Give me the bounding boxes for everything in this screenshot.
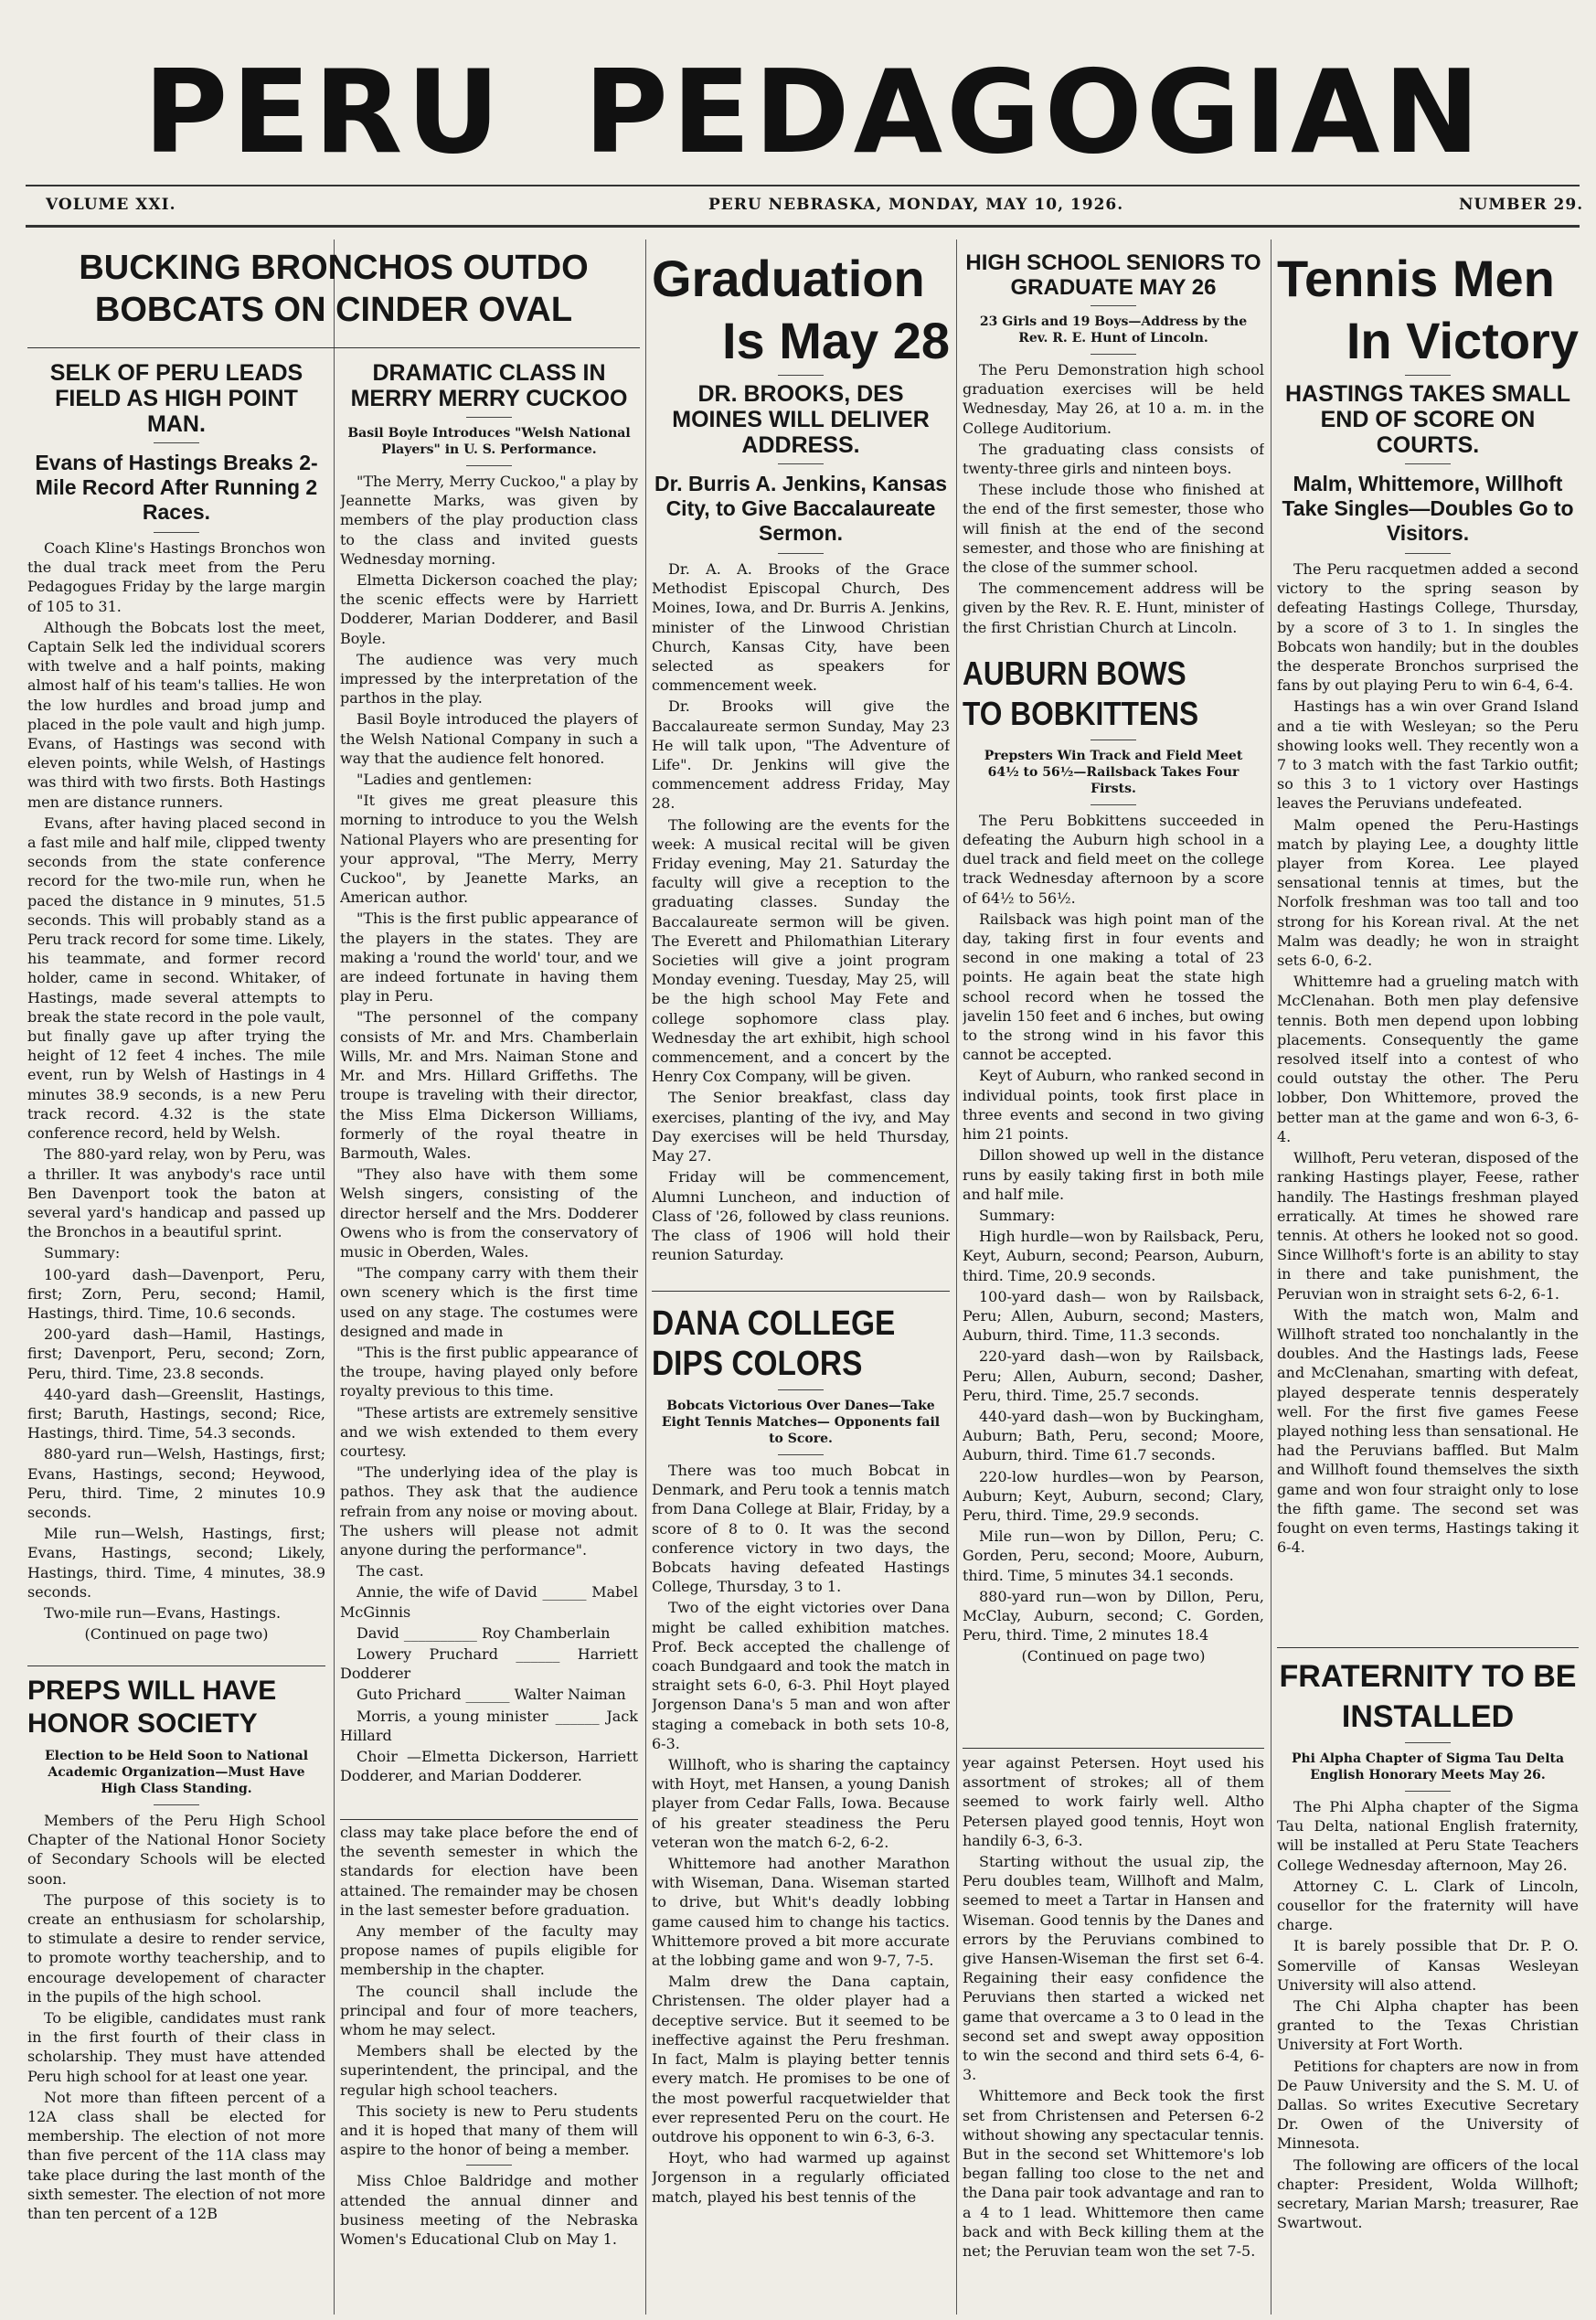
tennis-deck-2: Malm, Whittemore, Willhoft Take Singles—Doubles Go to Visitors. (1282, 472, 1574, 545)
dash-divider (1405, 1742, 1451, 1743)
auburn-paragraph: Keyt of Auburn, who ranked second in individual points, took first place in three events and second in two giving him 21 points. (963, 1067, 1264, 1144)
section-rule (27, 347, 640, 348)
dramatic-paragraph: "The personnel of the company consists of Mr. and Mrs. Chamberlain Wills, Mr. and Mrs. Naiman Stone and Mr. and Mrs. Hillard Griffeths. The troupe is traveling with their director, the Miss Elma Dickerson Williams, formerly of the royal theatre in Barmouth, Wales. (340, 1008, 638, 1162)
dana-cont-paragraph: Starting without the usual zip, the Peru doubles team, Willhoft and Malm, seemed to meet a Tartar in Hansen and Wiseman. Good tennis by the Danes and errors by the Peruvians combined to give Hansen-Wiseman the first set 6-4. Regaining their easy confidence the Peruvians then started a wicked net game that overcame a 3 to 0 lead in the second set and swept away opposition to win the second and third sets 6-4, 6-3. (963, 1853, 1264, 2084)
dramatic-paragraph: "This is the first public appearance of the troupe, having played only before royalty previous to this time. (340, 1343, 638, 1400)
seniors-paragraph: These include those who finished at the end of the first semester, those who will finish at the end of the second semester, and those who are finishing at the close of the summer school. (963, 481, 1264, 577)
graduation-deck-2: Dr. Burris A. Jenkins, Kansas City, to Give Baccalaureate Sermon. (654, 472, 947, 545)
column-5-fraternity (1277, 1653, 1579, 2302)
dramatic-paragraph: "These artists are extremely sensitive and we wish extended to them every courtesy. (340, 1403, 638, 1460)
auburn-paragraph: Mile run—won by Dillon, Peru; C. Gorden, Peru, second; Moore, Auburn, third. Time, 5 minutes 34.1 seconds. (963, 1527, 1264, 1584)
auburn-paragraph: Railsback was high point man of the day, taking first in four events and second in one making a total of 23 points. He again beat the state high school record when he tossed the javelin 150 feet and 6 inches, but owing to the strong wind in his favor this cannot be accepted. (963, 910, 1264, 1064)
column-1 (27, 355, 325, 1698)
auburn-paragraph: 880-yard run—won by Dillon, Peru, McClay, Auburn, second; C. Gorden, Peru, third. Time, 2 minutes 18.4 (963, 1587, 1264, 1644)
auburn-paragraph: Dillon showed up well in the distance runs by easily taking first in both mile and half mile. (963, 1146, 1264, 1203)
graduation-paragraph: The following are the events for the week: A musical recital will be given Friday evening, May 21. Saturday the faculty will give a reception to the graduating classes. Sunday the Baccalaureate sermon will be given. The Everett and Philomathian Literary Societies will give a joint program Monday evening. Tuesday, May 25, will be the high school May Fete and college sophomore class play. Wednesday the art exhibit, high school commencement, and a concert by the Henry Cox Company, will be given. (652, 815, 950, 1086)
bronchos-deck-1: SELK OF PERU LEADS FIELD AS HIGH POINT MAN. (49, 360, 303, 437)
bronchos-paragraph: Two-mile run—Evans, Hastings. (44, 1603, 282, 1622)
dramatic-cast: Choir —Elmetta Dickerson, Harriett Dodderer, and Marian Dodderer. (340, 1748, 638, 1785)
dramatic-paragraph: Basil Boyle introduced the players of the Welsh National Company in such a way that the audience felt honored. (340, 710, 638, 767)
column-4-dana-cont (963, 1753, 1264, 2302)
auburn-paragraph: High hurdle—won by Railsback, Peru, Keyt, Auburn, second; Pearson, Auburn, third. Time, 20.9 seconds. (963, 1228, 1264, 1284)
dash-divider (1091, 804, 1136, 805)
dash-divider (466, 2165, 512, 2166)
place-date: PERU NEBRASKA, MONDAY, MAY 10, 1926. (708, 196, 1124, 214)
bronchos-headline-block (27, 247, 640, 357)
column-3-dana (652, 1296, 950, 2302)
fraternity-paragraph: The Phi Alpha chapter of the Sigma Tau Delta, national English fraternity, will be installed at Peru State Teachers College Wednesday afternoon, May 26. (1277, 1798, 1579, 1874)
bronchos-paragraph: 440-yard dash—Greenslit, Hastings, first; Baruth, Hastings, second; Rice, Hastings, third. Time, 54.3 seconds. (27, 1385, 325, 1442)
dash-divider (154, 1804, 199, 1805)
bronchos-paragraph: Mile run—Welsh, Hastings, first; Evans, Hastings, second; Likely, Hastings, third. Time, 4 minutes, 38.9 seconds. (27, 1525, 325, 1601)
graduation-paragraph: Dr. Brooks will give the Baccalaureate sermon Sunday, May 23 He will talk upon, "The Adventure of Life". Dr. Jenkins will give the commencement address Friday, May 28. (652, 697, 950, 813)
preps-cont-paragraph: This society is new to Peru students and it is hoped that many of them will aspire to the honor of being a member. (340, 2102, 638, 2159)
tennis-paragraph: With the match won, Malm and Willhoft strated too nonchalantly in the doubles. And the Hastings lads, Feese and McClenahan, smarting with defeat, played desperate tennis desperately well. For the first five games Feese played nothing less than sensational. He had the Peruvians baffled. But Malm and Willhoft found themselves the sixth game and won four straight only to lose the fifth game. The second set was fought on even terms, Hastings taking it 6-4. (1277, 1305, 1579, 1557)
tennis-paragraph: The Peru racquetmen added a second victory to the spring season by defeating Hastings College, Thursday, by a score of 3 to 1. In singles the Bobcats won handily; but in the doubles the desperate Bronchos surprised the fans by out playing Peru to win 6-4, 6-4. (1277, 560, 1579, 695)
dash-divider (778, 1389, 824, 1390)
dash-divider (1091, 354, 1136, 355)
dash-divider (778, 1454, 824, 1455)
bronchos-paragraph: Evans, after having placed second in a fast mile and half mile, clipped twenty seconds from the state conference record for the two-mile run, when he paced the distance in 9 minutes, 51.5 seconds. This will probably stand as a Peru track record for some time. Likely, his teammate, and former record holder, came in second. Whitaker, of Hastings, made several attempts to break the state record in the pole vault, but finally gave up after trying the height of 12 feet 4 inches. The mile event, run by Welsh of Hastings in 4 minutes 38.9 seconds, is a new Peru track record. 4.32 is the state conference record, held by Welsh. (27, 814, 325, 1143)
column-divider (334, 239, 335, 2315)
dana-paragraph: Whittemore had another Marathon with Wiseman, Dana. Wiseman started to drive, but Whit's deadly lobbing game caused him to change his tactics. Whittemore proved a bit more accurate at the lobbing game and won 9-7, 7-5. (652, 1855, 950, 1970)
seniors-paragraph: The commencement address will be given by the Rev. R. E. Hunt, minister of the first Christian Church at Lincoln. (963, 580, 1264, 636)
graduation-paragraph: Friday will be commencement, Alumni Luncheon, and induction of Class of '26, followed by class reunions. The class of 1906 will hold their reunion Saturday. (652, 1168, 950, 1264)
continued-note: (Continued on page two) (84, 1625, 269, 1644)
dana-cont-paragraph: Whittemore and Beck took the first set from Christensen and Petersen 6-2 without showing any spectacular tennis. But in the second set Whittemore's lob began falling too close to the net and the Dana pair took advantage and ran to a 4 to 1 lead. Whittemore then came back and with Beck killing them at the net; the Peruvian team won the set 7-5. (963, 2087, 1264, 2261)
dash-divider (778, 375, 824, 376)
graduation-paragraph: Dr. A. A. Brooks of the Grace Methodist Episcopal Church, Des Moines, Iowa, and Dr. Burris A. Jenkins, minister of the Linwood Christian Church, Kansas City, have been selected as speakers for commencement week. (652, 560, 950, 695)
dramatic-paragraph: "The company carry with them their own scenery which is the first time used on any stage. The costumes were designed and made in (340, 1264, 638, 1340)
dana-headline: DANA COLLEGE DIPS COLORS (652, 1304, 896, 1383)
dash-divider (1405, 1791, 1451, 1792)
graduation-deck-1: DR. BROOKS, DES MOINES WILL DELIVER ADDRESS. (672, 381, 930, 458)
auburn-paragraph: 100-yard dash— won by Railsback, Peru; Allen, Auburn, second; Masters, Auburn, third. Time, 11.3 seconds. (963, 1287, 1264, 1345)
section-rule (652, 1291, 950, 1292)
auburn-deck: Prepsters Win Track and Field Meet 64½ to 56½—Railsback Takes Four Firsts. (984, 748, 1243, 796)
news-item: Miss Chloe Baldridge and mother attended the annual dinner and business meeting of the Nebraska Women's Educational Club on May 1. (340, 2172, 638, 2249)
fraternity-deck: Phi Alpha Chapter of Sigma Tau Delta English Honorary Meets May 26. (1291, 1751, 1565, 1783)
tennis-paragraph: Hastings has a win over Grand Island and a tie with Wesleyan; so the Peru showing looks well. They recently won a 7 to 3 match with the fast Tarkio outfit; so this 3 to 1 victory over Hastings leaves the Peruvians undefeated. (1277, 697, 1579, 813)
dramatic-deck: Basil Boyle Introduces "Welsh National Players" in U. S. Performance. (347, 426, 631, 457)
preps-cont-paragraph: The council shall include the principal and four of more teachers, whom he may select. (340, 1982, 638, 2039)
volume-label: VOLUME XXI. (46, 196, 176, 214)
fraternity-paragraph: It is barely possible that Dr. P. O. Somerville of Kansas Wesleyan University will also attend. (1277, 1937, 1579, 1994)
tennis-deck-1: HASTINGS TAKES SMALL END OF SCORE ON COURTS. (1284, 381, 1571, 458)
dramatic-paragraph: "This is the first public appearance of the players in the states. They are making a 'round the world' tour, and we are indeed fortunate in having them play in Peru. (340, 910, 638, 1006)
column-divider (645, 239, 646, 2315)
bronchos-paragraph: 880-yard run—Welsh, Hastings, first; Evans, Hastings, second; Heywood, Peru, third. Time, 2 minutes 10.9 seconds. (27, 1445, 325, 1521)
auburn-paragraph: The Peru Bobkittens succeeded in defeating the Auburn high school in a duel track and field meet on the college track Wednesday afternoon by a score of 64½ to 56½. (963, 811, 1264, 907)
seniors-paragraph: The Peru Demonstration high school graduation exercises will be held Wednesday, May 26, at 10 a. m. in the College Auditorium. (963, 361, 1264, 437)
continued-note: (Continued on page two) (1021, 1647, 1206, 1666)
preps-paragraph: To be eligible, candidates must rank in the first fourth of their class in scholarship. They must have attended Peru high school for at least one year. (27, 2009, 325, 2085)
dramatic-paragraph: "The Merry, Merry Cuckoo," a play by Jeannette Marks, was given by members of the play production class to the class and invited guests Wednesday morning. (340, 473, 638, 568)
section-rule (340, 1819, 638, 1820)
dramatic-cast: Morris, a young minister ______ Jack Hillard (340, 1707, 638, 1744)
preps-paragraph: Not more than fifteen percent of a 12A class shall be elected for membership. The election of not more than five percent of the 11A class may take place during the last month of the sixth semester. The election of not more than ten percent of a 12B (27, 2088, 325, 2223)
dana-paragraph: Two of the eight victories over Dana might be called exhibition matches. Prof. Beck accepted the challenge of coach Bundgaard and took the match in straight sets 6-0, 6-3. Phil Hoyt played Jorgenson Dana's 5 man and won after staging a comeback in both sets 10-8, 6-3. (652, 1599, 950, 1752)
seniors-deck: 23 Girls and 19 Boys—Address by the Rev. R. E. Hunt of Lincoln. (979, 314, 1248, 346)
dramatic-paragraph: "Ladies and gentlemen: (356, 771, 533, 789)
dash-divider (778, 463, 824, 464)
section-rule (1277, 1647, 1579, 1648)
bronchos-paragraph: Summary: (44, 1244, 121, 1262)
bronchos-paragraph: Coach Kline's Hastings Bronchos won the dual track meet from the Peru Pedagogues Friday by the large margin of 105 to 31. (27, 539, 325, 615)
issue-number: NUMBER 29. (1459, 196, 1584, 214)
preps-paragraph: The purpose of this society is to create an enthusiasm for scholarship, to stimulate a desire to render service, to promote worthy teachership, and to encourage developement of character in the pupils of the high school. (27, 1890, 325, 2006)
dramatic-cast: Annie, the wife of David ______ Mabel McGinnis (340, 1583, 638, 1621)
column-3 (652, 245, 950, 1287)
dana-paragraph: Willhoft, who is sharing the captaincy with Hoyt, met Hansen, a young Danish player from Cedar Falls, Iowa. Because of his greater steadiness the Peru veteran won the match 6-2, 6-2. (652, 1756, 950, 1851)
dramatic-cast: David __________ Roy Chamberlain (356, 1623, 611, 1642)
dash-divider (466, 465, 512, 466)
dana-deck: Bobcats Victorious Over Danes—Take Eight Tennis Matches— Opponents fail to Score. (661, 1399, 941, 1446)
dramatic-cast: Lowery Pruchard ______ Harriett Dodderer (340, 1644, 638, 1683)
section-rule (963, 1748, 1264, 1749)
auburn-paragraph: Summary: (979, 1206, 1056, 1224)
dana-cont-paragraph: year against Petersen. Hoyt used his assortment of strokes; all of them seemed to work fairly well. Altho Petersen played good tennis, Hoyt won handily 6-3, 6-3. (963, 1754, 1264, 1849)
fraternity-paragraph: The Chi Alpha chapter has been granted to the Texas Christian University at Fort Worth. (1277, 1997, 1579, 2054)
fraternity-headline: FRATERNITY TO BE INSTALLED (1279, 1659, 1577, 1734)
preps-deck: Election to be Held Soon to National Academic Organization—Must Have High Class Standing. (44, 1749, 309, 1796)
seniors-paragraph: The graduating class consists of twenty-three girls and ninteen boys. (963, 440, 1264, 478)
masthead-title: PERU PEDAGOGIAN (144, 45, 1484, 179)
fraternity-paragraph: The following are officers of the local chapter: President, Wolda Willhoft; secretary, Marian Marsh; treasurer, Rae Swartwout. (1277, 2155, 1579, 2232)
preps-cont-paragraph: class may take place before the end of the seventh semester in which the standards for election have been attained. The remainder may be chosen in the last semester before graduation. (340, 1824, 638, 1919)
dateline-rule (26, 225, 1580, 228)
dash-divider (466, 417, 512, 418)
dana-paragraph: There was too much Bobcat in Denmark, and Peru took a tennis match from Dana College at Blair, Friday, by a score of 8 to 0. It was the second conference victory in two days, the Bobcats having defeated Hastings College, Thursday, 3 to 1. (652, 1462, 950, 1596)
dramatic-paragraph: "It gives me great pleasure this morning to introduce to you the Welsh National Players who are presenting for your approval, "The Merry, Merry Cuckoo", by Jeanette Marks, an American author. (340, 792, 638, 907)
preps-cont-paragraph: Any member of the faculty may propose names of pupils eligible for membership in the chapter. (340, 1922, 638, 1979)
graduation-headline-2: Is May 28 (721, 312, 950, 369)
bronchos-headline: BUCKING BRONCHOS OUTDO BOBCATS ON CINDER OVAL (79, 249, 589, 329)
dash-divider (1405, 375, 1451, 376)
column-4 (963, 245, 1264, 1744)
tennis-paragraph: Willhoft, Peru veteran, disposed of the ranking Hastings player, Feese, rather handily. The Hastings freshman played erratically. At times he showed rare tennis. At others he looked not so good. Since Willhoft's forte is an ability to stay in there and take punishment, the Peruvian won in straight sets 6-2, 6-1. (1277, 1149, 1579, 1303)
dramatic-paragraph: The cast. (356, 1562, 424, 1580)
preps-paragraph: Members of the Peru High School Chapter of the National Honor Society of Secondary Schools will be elected soon. (27, 1812, 325, 1888)
bronchos-paragraph: The 880-yard relay, won by Peru, was a thriller. It was anybody's race until Ben Davenport took the baton at several yard's handicap and passed up the Bronchos in a beautiful sprint. (27, 1145, 325, 1241)
auburn-headline: AUBURN BOWS TO BOBKITTENS (963, 654, 1199, 732)
column-divider (956, 239, 957, 2315)
dramatic-cast: Guto Prichard ______ Walter Naiman (356, 1686, 626, 1704)
preps-cont-paragraph: Members shall be elected by the superintendent, the principal, and the regular high school teachers. (340, 2042, 638, 2099)
dana-paragraph: Hoyt, who had warmed up against Jorgenson in a regularly officiated match, played his best tennis of the (652, 2149, 950, 2206)
auburn-paragraph: 440-yard dash—won by Buckingham, Auburn; Bath, Peru, second; Moore, Auburn, third. Time 61.7 seconds. (963, 1407, 1264, 1464)
graduation-paragraph: The Senior breakfast, class day exercises, planting of the ivy, and May Day exercises will be held Thursday, May 27. (652, 1089, 950, 1165)
seniors-headline: HIGH SCHOOL SENIORS TO GRADUATE MAY 26 (965, 250, 1261, 300)
fraternity-paragraph: Petitions for chapters are now in from De Pauw University and the S. M. U. of Dallas. So writes Executive Secretary Dr. Owen of the University of Minnesota. (1277, 2057, 1579, 2153)
masthead-rule (26, 185, 1580, 186)
bronchos-paragraph: 100-yard dash—Davenport, Peru, first; Zorn, Peru, second; Hamil, Hastings, third. Time, 10.6 seconds. (27, 1265, 325, 1322)
dash-divider (778, 553, 824, 554)
bronchos-deck-2: Evans of Hastings Breaks 2-Mile Record After Running 2 Races. (35, 451, 318, 524)
dash-divider (1091, 305, 1136, 306)
auburn-paragraph: 220-low hurdles—won by Pearson, Auburn; Keyt, Auburn, second; Clary, Peru, third. Time, 29.9 seconds. (963, 1467, 1264, 1524)
bronchos-paragraph: Although the Bobcats lost the meet, Captain Selk led the individual scorers with twelve and a half points, making almost half of his team's tallies. He won the low hurdles and broad jump and placed in the pole vault and high jump. Evans, of Hastings was second with eleven points, while Welsh, of Hastings was third with two firsts. Both Hastings men are distance runners. (27, 618, 325, 811)
dramatic-paragraph: Elmetta Dickerson coached the play; the scenic effects were by Harriett Dodderer, Marian Dodderer, and Basil Boyle. (340, 571, 638, 647)
dramatic-paragraph: The audience was very much impressed by the interpretation of the parthos in the play. (340, 650, 638, 708)
fraternity-paragraph: Attorney C. L. Clark of Lincoln, cousellor for the fraternity will have charge. (1277, 1877, 1579, 1934)
tennis-paragraph: Malm opened the Peru-Hastings match by playing Lee, a doughty little player from Korea. Lee played sensational tennis at times, but the Norfolk freshman was too tall and too strong for his Korean rival. At the net Malm was deadly; he won in straight sets 6-0, 6-2. (1277, 815, 1579, 970)
dramatic-headline: DRAMATIC CLASS IN MERRY MERRY CUCKOO (350, 360, 628, 411)
dramatic-paragraph: "They also have with them some Welsh singers, consisting of the director herself and the Mrs. Dodderer Owens who is from the conservatory of music in Oberden, Wales. (340, 1165, 638, 1261)
dash-divider (154, 442, 199, 443)
bronchos-paragraph: 200-yard dash—Hamil, Hastings, first; Davenport, Peru, second; Zorn, Peru, third. Time, 23.8 seconds. (27, 1325, 325, 1382)
tennis-paragraph: Whittemre had a grueling match with McClenahan. Both men play defensive tennis. Both men depend upon lobbing placements. Consequently the game resolved itself into a contest of who could outstay the other. The Peru lobber, Don Whittemore, proved the better man at the game and won 6-3, 6-4. (1277, 973, 1579, 1145)
column-1-preps (27, 1671, 325, 2302)
column-2-preps-cont (340, 1823, 638, 2303)
dash-divider (1405, 463, 1451, 464)
graduation-headline-1: Graduation (652, 250, 925, 307)
dramatic-paragraph: "The underlying idea of the play is pathos. They ask that the audience refrain from any noise or moving about. The ushers will please not admit anyone during the performance". (340, 1463, 638, 1559)
dana-paragraph: Malm drew the Dana captain, Christensen. The older player had a deceptive service. But it seemed to be ineffective against the Peru freshman. In fact, Malm is playing better tennis every match. He promises to be one of the most powerful racquetwielder that ever represented Peru on the court. He outdrove his opponent to win 6-3, 6-3. (652, 1973, 950, 2145)
preps-headline: PREPS WILL HAVE HONOR SOCIETY (27, 1676, 277, 1739)
tennis-headline-1: Tennis Men (1277, 250, 1555, 307)
dash-divider (154, 532, 199, 533)
auburn-paragraph: 220-yard dash—won by Railsback, Peru; Allen, Auburn, second; Dasher, Peru, third. Time, 25.7 seconds. (963, 1347, 1264, 1404)
tennis-headline-2: In Victory (1346, 312, 1579, 369)
column-5 (1277, 245, 1579, 1625)
dash-divider (1405, 553, 1451, 554)
